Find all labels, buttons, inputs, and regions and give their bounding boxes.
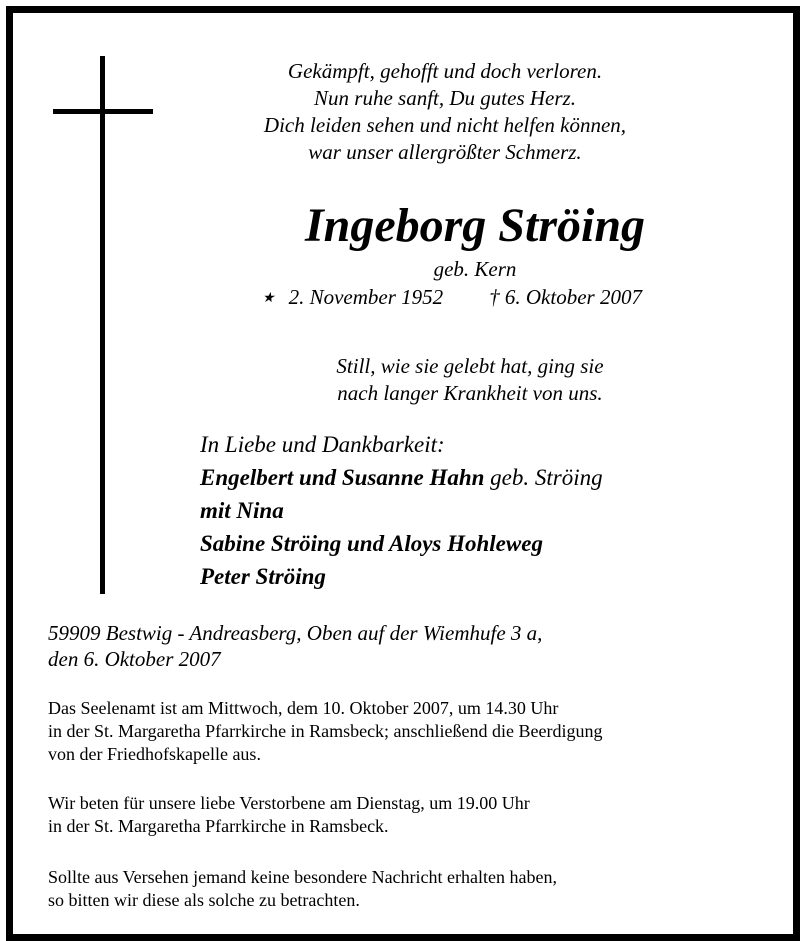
death-date: † 6. Oktober 2007: [489, 285, 642, 309]
requiem-notice: [48, 697, 603, 766]
mourners-list: [200, 428, 603, 593]
memorial-verse: [230, 58, 660, 166]
deceased-name: Ingeborg Ströing: [304, 199, 646, 252]
star-icon: ★: [262, 291, 275, 306]
cross-vertical-bar: [100, 56, 105, 594]
birth-date: 2. November 1952: [288, 285, 444, 309]
notice-line: von der Friedhofskapelle aus.: [48, 744, 261, 764]
mourner-line: [200, 461, 603, 494]
verse-line: Gekämpft, gehofft und doch verloren.: [287, 59, 603, 83]
notice-line: so bitten wir diese als solche zu betrachten.: [48, 890, 360, 910]
passing-line: nach langer Krankheit von uns.: [337, 381, 603, 405]
notice-line: Wir beten für unsere liebe Verstorbene am Dienstag, um 19.00 Uhr: [48, 793, 530, 813]
life-dates: [262, 283, 642, 313]
passing-statement: [270, 353, 670, 407]
closing-note: [48, 866, 557, 912]
prayer-notice: [48, 792, 530, 838]
notice-line: Sollte aus Versehen jemand keine besondere Nachricht erhalten haben,: [48, 867, 557, 887]
mourner-names: Engelbert und Susanne Hahn: [200, 465, 485, 490]
mourners-intro: In Liebe und Dankbarkeit:: [200, 432, 445, 457]
mourner-line: mit Nina: [200, 498, 284, 523]
notice-line: Das Seelenamt ist am Mittwoch, dem 10. Oktober 2007, um 14.30 Uhr: [48, 698, 559, 718]
verse-line: Nun ruhe sanft, Du gutes Herz.: [314, 86, 576, 110]
cross-horizontal-bar: [53, 109, 153, 114]
mourner-maiden-note: geb. Ströing: [484, 465, 603, 490]
address-line: 59909 Bestwig - Andreasberg, Oben auf der Wiemhufe 3 a,: [48, 621, 543, 645]
notice-line: in der St. Margaretha Pfarrkirche in Ramsbeck; anschließend die Beerdigung: [48, 721, 603, 741]
notice-line: in der St. Margaretha Pfarrkirche in Ramsbeck.: [48, 816, 389, 836]
address-block: [48, 620, 542, 672]
maiden-name: geb. Kern: [433, 257, 517, 281]
verse-line: Dich leiden sehen und nicht helfen können,: [263, 113, 627, 137]
date-line: den 6. Oktober 2007: [48, 647, 221, 671]
mourner-line: Sabine Ströing und Aloys Hohleweg: [200, 531, 543, 556]
passing-line: Still, wie sie gelebt hat, ging sie: [336, 354, 604, 378]
verse-line: war unser allergrößter Schmerz.: [308, 140, 582, 164]
mourner-line: Peter Ströing: [200, 564, 326, 589]
